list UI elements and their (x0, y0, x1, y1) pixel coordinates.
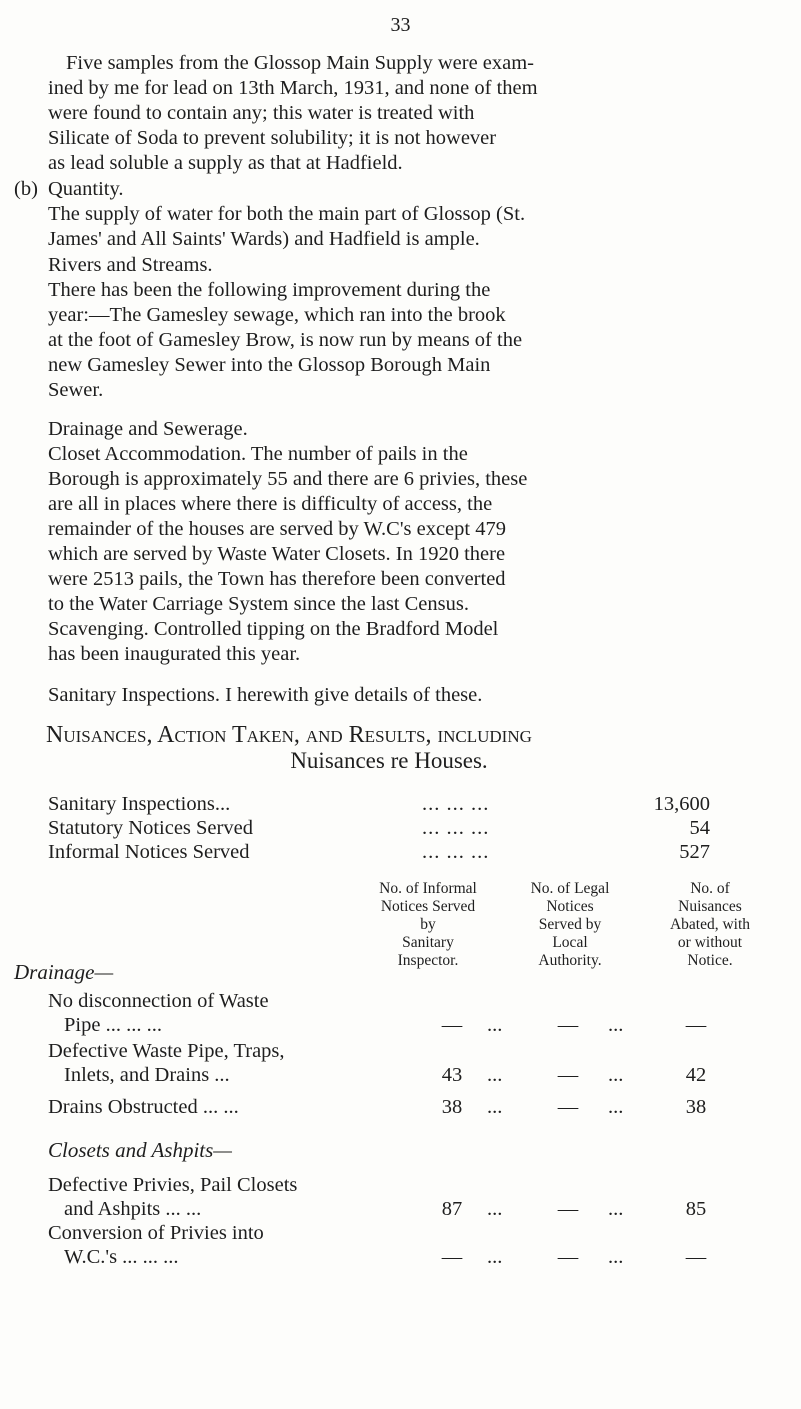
nuisances-heading: Nuisances, Action Taken, and Results, including (46, 722, 532, 748)
column-header-line: Notices Served (380, 898, 476, 915)
summary-label: Informal Notices Served (48, 841, 250, 863)
leader-dots: ... (487, 1198, 503, 1220)
page-number: 33 (390, 14, 411, 36)
column-header-line: Sanitary (402, 934, 454, 951)
text-line: which are served by Waste Water Closets. In 1920 there (48, 543, 506, 565)
leader-dots: ... (608, 1064, 624, 1086)
nuisances-subheading: Nuisances re Houses. (290, 748, 488, 773)
column-header-line: Notice. (687, 952, 733, 969)
column-header-line: Nuisances (678, 898, 742, 915)
text-line: as lead soluble a supply as that at Hadfield. (48, 152, 403, 174)
cell-abated: — (685, 1246, 707, 1268)
text-line: were 2513 pails, the Town has therefore been converted (48, 568, 506, 590)
column-header-line: Inspector. (397, 952, 459, 969)
section-heading: Drainage and Sewerage. (48, 418, 248, 440)
text-line: remainder of the houses are served by W.C's except 479 (48, 518, 506, 540)
text-line: The supply of water for both the main part of Glossop (St. (48, 203, 526, 225)
drainage-section-heading: Drainage— (14, 960, 114, 984)
leader-dots: ... ... ... (422, 841, 490, 863)
cell-informal: 87 (441, 1198, 463, 1220)
cell-legal: — (557, 1064, 579, 1086)
section-heading: Quantity. (48, 178, 124, 200)
text-line: Closet Accommodation. The number of pails in the (48, 443, 468, 465)
leader-dots: ... ... ... (422, 817, 490, 839)
summary-value: 527 (679, 841, 710, 863)
text-line: were found to contain any; this water is treated with (48, 102, 475, 124)
text-line: Five samples from the Glossop Main Supply were exam- (66, 52, 535, 74)
cell-informal: — (441, 1246, 463, 1268)
column-header-line: Local (552, 934, 588, 951)
summary-label: Statutory Notices Served (48, 817, 253, 839)
text-line: Borough is approximately 55 and there are 6 privies, these (48, 468, 528, 490)
leader-dots: ... (608, 1246, 624, 1268)
cell-legal: — (557, 1246, 579, 1268)
row-label: No disconnection of Waste (48, 990, 269, 1012)
column-header-line: Served by (538, 916, 602, 933)
leader-dots: ... (487, 1014, 503, 1036)
closets-section-heading: Closets and Ashpits— (48, 1138, 232, 1162)
leader-dots: ... (487, 1064, 503, 1086)
text-line: There has been the following improvement during the (48, 279, 491, 301)
text-line: are all in places where there is difficulty of access, the (48, 493, 493, 515)
section-heading: Rivers and Streams. (48, 254, 213, 276)
leader-dots: ... (608, 1014, 624, 1036)
cell-legal: — (557, 1096, 579, 1118)
text-line: has been inaugurated this year. (48, 643, 301, 665)
column-header-line: or without (677, 934, 743, 951)
text-line: to the Water Carriage System since the last Census. (48, 593, 469, 615)
row-label: and Ashpits ... ... (64, 1198, 202, 1220)
leader-dots: ... (608, 1198, 624, 1220)
row-label: Inlets, and Drains ... (64, 1064, 230, 1086)
row-label: Conversion of Privies into (48, 1222, 264, 1244)
cell-abated: 38 (685, 1096, 707, 1118)
summary-label: Sanitary Inspections... (48, 793, 231, 815)
text-line: at the foot of Gamesley Brow, is now run by means of the (48, 329, 523, 351)
text-line: Sewer. (48, 379, 104, 401)
text-line: new Gamesley Sewer into the Glossop Borough Main (48, 354, 491, 376)
leader-dots: ... (487, 1096, 503, 1118)
sanitary-inspections-line: Sanitary Inspections. I herewith give details of these. (48, 684, 483, 706)
row-label: Pipe ... ... ... (64, 1014, 162, 1036)
summary-value: 13,600 (653, 793, 710, 815)
text-line: James' and All Saints' Wards) and Hadfield is ample. (48, 228, 480, 250)
cell-legal: — (557, 1198, 579, 1220)
text-line: ined by me for lead on 13th March, 1931, and none of them (48, 77, 538, 99)
row-label: Defective Waste Pipe, Traps, (48, 1040, 285, 1062)
text-line: Silicate of Soda to prevent solubility; it is not however (48, 127, 497, 149)
cell-abated: — (685, 1014, 707, 1036)
leader-dots: ... (487, 1246, 503, 1268)
cell-abated: 42 (685, 1064, 707, 1086)
row-label: Drains Obstructed ... ... (48, 1096, 239, 1118)
column-header-line: Authority. (538, 952, 602, 969)
column-header-line: Abated, with (669, 916, 751, 933)
row-label: W.C.'s ... ... ... (64, 1246, 179, 1268)
cell-informal: — (441, 1014, 463, 1036)
section-marker: (b) (14, 178, 38, 200)
cell-informal: 43 (441, 1064, 463, 1086)
row-label: Defective Privies, Pail Closets (48, 1174, 298, 1196)
cell-abated: 85 (685, 1198, 707, 1220)
summary-value: 54 (689, 817, 710, 839)
column-header-line: No. of (690, 880, 730, 897)
column-header-line: Notices (546, 898, 594, 915)
column-header-line: No. of Legal (530, 880, 610, 897)
cell-informal: 38 (441, 1096, 463, 1118)
cell-legal: — (557, 1014, 579, 1036)
text-line: year:—The Gamesley sewage, which ran into the brook (48, 304, 506, 326)
column-header-line: No. of Informal (379, 880, 477, 897)
leader-dots: ... ... ... (422, 793, 490, 815)
leader-dots: ... (608, 1096, 624, 1118)
text-line: Scavenging. Controlled tipping on the Bradford Model (48, 618, 499, 640)
column-header-line: by (420, 916, 436, 933)
